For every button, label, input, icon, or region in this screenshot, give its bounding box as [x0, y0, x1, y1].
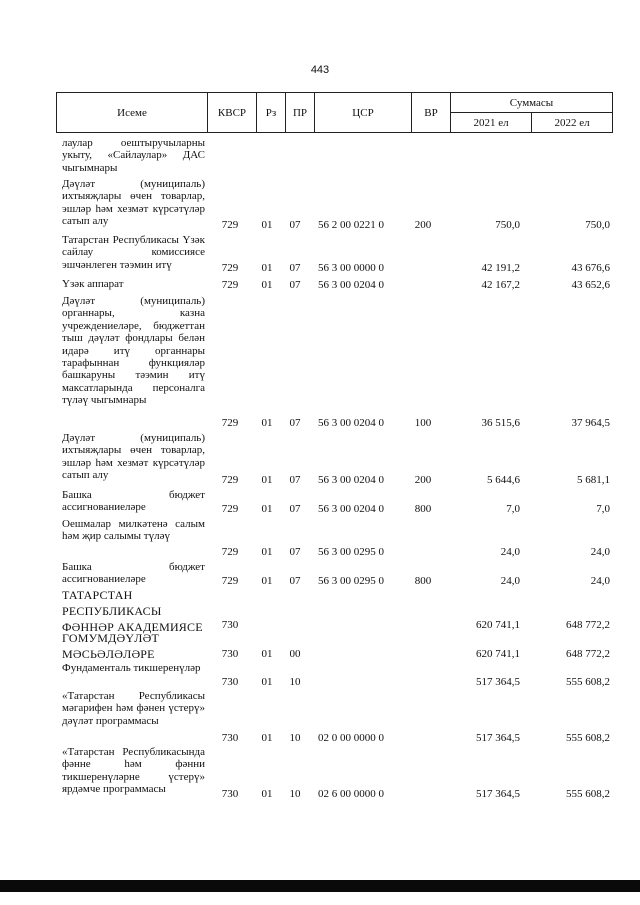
row-kbcp: 730: [221, 619, 239, 631]
row-pr: 07: [289, 546, 301, 558]
row-pr: 10: [289, 788, 301, 800]
row-pr: 07: [289, 575, 301, 587]
row-name: Дәүләт (муниципаль) ихтыяҗлары өчен товарлар, эшләр һәм хезмәт күрсәтүләр сатып алу: [62, 432, 205, 482]
row-csr: 56 2 00 0221 0: [318, 219, 384, 231]
row-vr: 100: [414, 417, 432, 429]
row-vr: 800: [414, 503, 432, 515]
table-row: [0, 587, 640, 634]
row-kbcp: 729: [221, 219, 239, 231]
row-sum-2021: 5 644,6: [487, 474, 520, 486]
header-sums: Суммасы: [451, 93, 613, 113]
row-kbcp: 729: [221, 503, 239, 515]
row-pr: 07: [289, 279, 301, 291]
row-name: Дәүләт (муниципаль) ихтыяҗлары өчен товарлар, эшләр һәм хезмәт күрсәтүләр сатып алу: [62, 178, 205, 228]
table-row: [0, 518, 640, 558]
header-kbcp: КВСР: [208, 93, 257, 133]
row-sum-2022: 5 681,1: [577, 474, 610, 486]
row-csr: 56 3 00 0295 0: [318, 546, 384, 558]
row-sum-2021: 517 364,5: [476, 732, 520, 744]
row-name: Дәүләт (муниципаль) органнары, казна учреждениеләре, бюджеттан тыш дәүләт фондлары белән идарә итү органнары тарафыннан функцияләр башкаруны тәэмин итү максатларында персоналга түләү чыгымнары: [62, 295, 205, 407]
row-csr: 56 3 00 0295 0: [318, 575, 384, 587]
row-pr: 10: [289, 732, 301, 744]
header-vr: ВР: [412, 93, 451, 133]
row-rz: 01: [261, 676, 273, 688]
row-pr: 07: [289, 219, 301, 231]
row-sum-2021: 750,0: [495, 219, 520, 231]
row-pr: 07: [289, 262, 301, 274]
row-pr: 10: [289, 676, 301, 688]
row-sum-2022: 24,0: [590, 575, 610, 587]
row-rz: 01: [261, 474, 273, 486]
header-csr: ЦСР: [315, 93, 412, 133]
row-rz: 01: [261, 279, 273, 291]
row-sum-2021: 620 741,1: [476, 648, 520, 660]
row-kbcp: 730: [221, 648, 239, 660]
row-csr: 56 3 00 0000 0: [318, 262, 384, 274]
row-sum-2022: 24,0: [590, 546, 610, 558]
row-sum-2022: 7,0: [596, 503, 610, 515]
table-row: [0, 234, 640, 274]
row-rz: 01: [261, 417, 273, 429]
row-sum-2021: 620 741,1: [476, 619, 520, 631]
row-name: Оешмалар милкәтенә салым һәм җир салымы түләү: [62, 518, 205, 543]
row-sum-2022: 555 608,2: [566, 788, 610, 800]
row-sum-2022: 555 608,2: [566, 676, 610, 688]
row-sum-2022: 43 652,6: [571, 279, 610, 291]
row-sum-2021: 517 364,5: [476, 676, 520, 688]
row-name: «Татарстан Республикасында фәнне һәм фәнни тикшеренүләрне үстерү» ярдәмче программасы: [62, 746, 205, 796]
row-rz: 01: [261, 219, 273, 231]
row-sum-2021: 42 191,2: [481, 262, 520, 274]
row-csr: 56 3 00 0204 0: [318, 279, 384, 291]
row-vr: 200: [414, 219, 432, 231]
row-sum-2021: 7,0: [506, 503, 520, 515]
row-name: Фундаменталь тикшеренүләр: [62, 662, 201, 674]
table-row: [0, 690, 640, 744]
row-sum-2021: 24,0: [500, 575, 520, 587]
row-rz: 01: [261, 546, 273, 558]
row-name: Үзәк аппарат: [62, 278, 124, 290]
row-name: Башка бюджет ассигнованиеләре: [62, 561, 205, 586]
row-name: ГОМУМДӘҮЛӘТ МӘСЬӘЛӘЛӘРЕ: [62, 631, 159, 661]
row-kbcp: 730: [221, 676, 239, 688]
table-row: [0, 278, 640, 291]
page-number: 443: [310, 64, 330, 76]
table-row: [0, 662, 640, 688]
row-kbcp: 730: [221, 732, 239, 744]
table-row: [0, 746, 640, 800]
row-sum-2022: 648 772,2: [566, 648, 610, 660]
row-pr: 07: [289, 417, 301, 429]
row-pr: 07: [289, 474, 301, 486]
row-kbcp: 729: [221, 262, 239, 274]
row-csr: 02 6 00 0000 0: [318, 788, 384, 800]
table-row: [0, 432, 640, 486]
scan-bottom-edge: [0, 880, 640, 892]
row-kbcp: 729: [221, 417, 239, 429]
row-sum-2022: 648 772,2: [566, 619, 610, 631]
row-sum-2022: 43 676,6: [571, 262, 610, 274]
table-row: [0, 561, 640, 587]
table-row: [0, 295, 640, 429]
table-row: [0, 630, 640, 660]
row-rz: 01: [261, 575, 273, 587]
row-sum-2022: 37 964,5: [571, 417, 610, 429]
row-rz: 01: [261, 732, 273, 744]
row-rz: 01: [261, 648, 273, 660]
header-2021: 2021 ел: [451, 113, 532, 133]
row-rz: 01: [261, 503, 273, 515]
row-kbcp: 729: [221, 279, 239, 291]
row-csr: 56 3 00 0204 0: [318, 417, 384, 429]
row-sum-2021: 517 364,5: [476, 788, 520, 800]
header-2022: 2022 ел: [532, 113, 613, 133]
header-pr: ПР: [286, 93, 315, 133]
row-name: лаулар оештыручыларны укыту, «Сайлаулар» ДАС чыгымнары: [62, 137, 205, 174]
row-kbcp: 729: [221, 575, 239, 587]
row-sum-2021: 24,0: [500, 546, 520, 558]
row-vr: 800: [414, 575, 432, 587]
row-vr: 200: [414, 474, 432, 486]
row-rz: 01: [261, 788, 273, 800]
header-rz: Рз: [257, 93, 286, 133]
row-sum-2021: 42 167,2: [481, 279, 520, 291]
row-csr: 56 3 00 0204 0: [318, 503, 384, 515]
row-name: «Татарстан Республикасы мәгарифен һәм фәнен үстерү» дәүләт программасы: [62, 690, 205, 727]
row-sum-2022: 750,0: [585, 219, 610, 231]
row-sum-2021: 36 515,6: [481, 417, 520, 429]
row-name: Башка бюджет ассигнованиеләре: [62, 489, 205, 514]
row-rz: 01: [261, 262, 273, 274]
row-name: ТАТАРСТАН РЕСПУБЛИКАСЫ ФӘННӘР АКАДЕМИЯСЕ: [62, 588, 203, 634]
row-name: Татарстан Республикасы Үзәк сайлау комиссиясе эшчәнлеген тәэмин итү: [62, 234, 205, 271]
row-kbcp: 729: [221, 474, 239, 486]
row-pr: 07: [289, 503, 301, 515]
header-name: Исеме: [57, 93, 208, 133]
table-row: [0, 137, 640, 175]
row-pr: 00: [289, 648, 301, 660]
table-row: [0, 178, 640, 231]
row-csr: 02 0 00 0000 0: [318, 732, 384, 744]
row-kbcp: 730: [221, 788, 239, 800]
row-csr: 56 3 00 0204 0: [318, 474, 384, 486]
table-row: [0, 489, 640, 515]
row-sum-2022: 555 608,2: [566, 732, 610, 744]
row-kbcp: 729: [221, 546, 239, 558]
